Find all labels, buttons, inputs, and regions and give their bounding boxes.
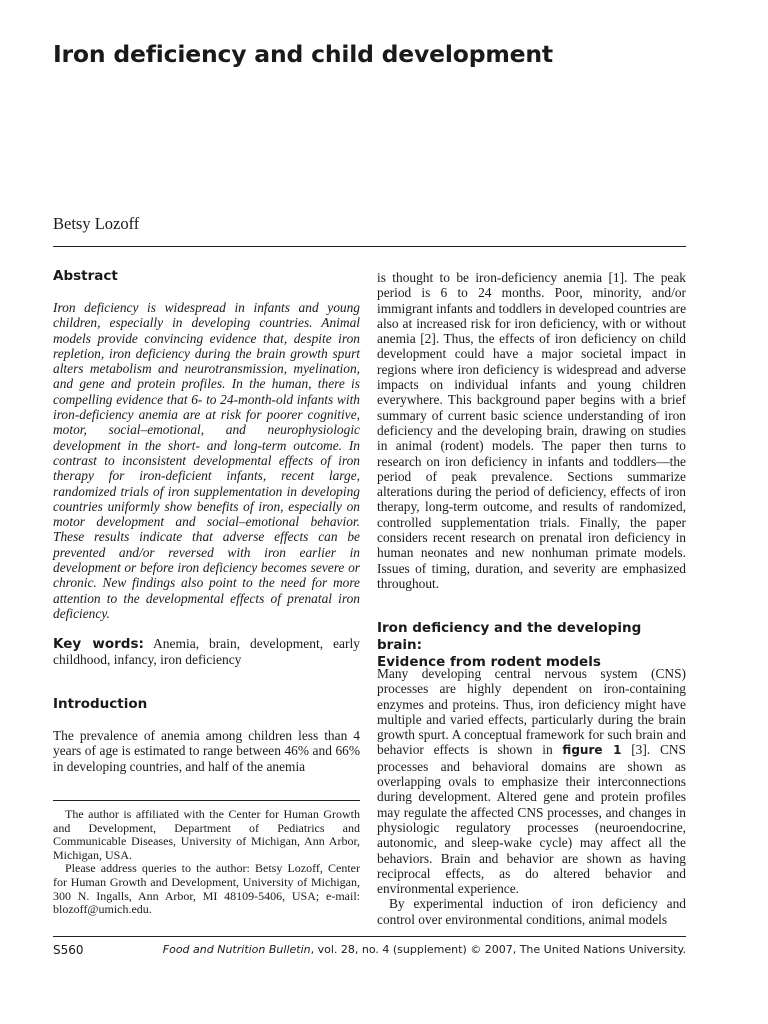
- section-brain-paragraph-2: By experimental induction of iron deficiency and control over environmental conditions, animal models: [377, 896, 686, 927]
- introduction-text-right: is thought to be iron-deficiency anemia [1]. The peak period is 6 to 24 months. Poor, minority, and/or immigrant infants and toddlers in developed countries are also at increased risk for iron deficiency, with or without anemia [2]. Thus, the effects of iron deficiency on child development could have a major societal impact in regions where iron deficiency is widespread and adverse impacts on individual infants and young children everywhere. This background paper begins with a brief summary of current basic science understanding of iron deficiency and the developing brain, drawing on studies in animal (rodent) models. The paper then turns to research on iron deficiency in infants and toddlers—the period of peak prevalence. Sections summarize alterations during the period of deficiency, effects of iron therapy, long-term outcome, and results of randomized, controlled supplementation trials. Finally, the paper considers recent research on prenatal iron deficiency in human neonates and new nonhuman primate models. Issues of timing, duration, and severity are emphasized throughout.: [377, 270, 687, 591]
- paragraph-1-text-cont: [3]. CNS processes and behavioral domains are shown as overlapping ovals to emphasize their interconnections during development. Altered gene and protein profiles may regulate the affected CNS processes, and changes in physiologic regulatory processes (neuroendocrine, autonomic, and sleep-wake cycle) may affect all the behaviors. Brain and behavior are shown as having reciprocal effects, as do altered behavior and environmental experience.: [377, 742, 686, 897]
- header-divider: [53, 246, 686, 247]
- article-title: Iron deficiency and child development: [53, 40, 553, 68]
- keywords: [53, 636, 360, 668]
- journal-name: Food and Nutrition Bulletin: [162, 943, 311, 956]
- journal-citation: [163, 943, 686, 956]
- footnote: [53, 808, 360, 917]
- paragraph-1-text: Many developing central nervous system (CNS) processes are highly dependent on iron-containing enzymes and proteins. Thus, iron deficiency might have multiple and varied effects, particularly during the brain growth spurt. A conceptual framework for such brain and behavior effects is shown in: [377, 666, 686, 758]
- keywords-text: Anemia, brain, development, early childhood, infancy, iron deficiency: [53, 636, 360, 667]
- section-heading-line-1: Iron deficiency and the developing brain:: [377, 620, 642, 653]
- section-brain-paragraph-1: [377, 666, 686, 896]
- abstract-heading: Abstract: [53, 268, 118, 284]
- introduction-heading: Introduction: [53, 696, 148, 712]
- footer-divider: [53, 936, 686, 937]
- section-brain-body: [377, 666, 686, 927]
- footnote-divider: [53, 800, 360, 801]
- journal-details: , vol. 28, no. 4 (supplement) © 2007, The United Nations University.: [310, 943, 686, 956]
- page-number: S560: [53, 943, 84, 957]
- abstract-text: Iron deficiency is widespread in infants and young children, especially in developing countries. Animal models provide convincing evidence that, despite iron repletion, iron deficiency during the brain growth spurt alters metabolism and neurotransmission, myelination, and gene and protein profiles. In the human, there is compelling evidence that 6- to 24-month-old infants with iron-deficiency anemia are at risk for poorer cognitive, motor, social–emotional, and neurophysiologic development in the short- and long-term outcome. In contrast to inconsistent developmental effects of iron therapy for iron-deficient infants, recent large, randomized trials of iron supplementation in developing countries uniformly show benefits of iron, especially on motor development and social–emotional behavior. These results indicate that adverse effects can be prevented and/or reversed with iron earlier in development or before iron deficiency becomes severe or chronic. New findings also point to the need for more attention to the developmental effects of prenatal iron deficiency.: [53, 300, 360, 621]
- footnote-address: Please address queries to the author: Betsy Lozoff, Center for Human Growth and Development, University of Michigan, 300 N. Ingalls, Ann Arbor, MI 48109-5406, USA; e-mail: blozoff@umich.edu.: [53, 861, 360, 917]
- author-name: Betsy Lozoff: [53, 214, 140, 233]
- keywords-label: Key words:: [53, 636, 144, 652]
- figure-reference-link[interactable]: figure 1: [562, 743, 622, 758]
- introduction-text-left: The prevalence of anemia among children less than 4 years of age is estimated to range between 46% and 66% in developing countries, and half of the anemia: [53, 728, 360, 774]
- footnote-affiliation: The author is affiliated with the Center for Human Growth and Development, Department of Pediatrics and Communicable Diseases, University of Michigan, Ann Arbor, Michigan, USA.: [53, 807, 360, 862]
- section-heading-line-2: Evidence from rodent models: [377, 654, 601, 670]
- section-heading-brain: [377, 620, 686, 671]
